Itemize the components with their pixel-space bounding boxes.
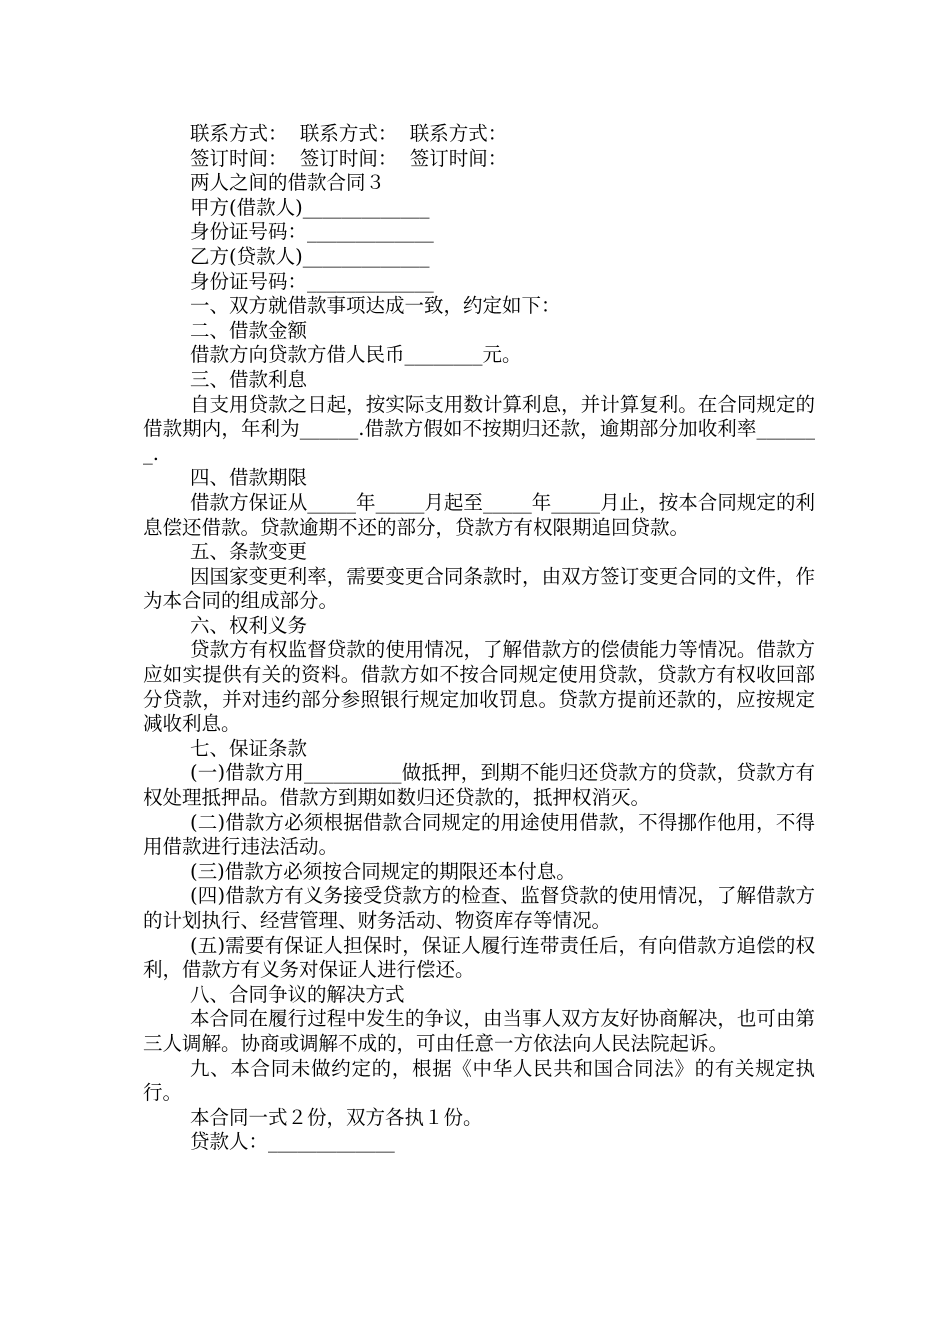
intro-clause: 一、双方就借款事项达成一致，约定如下： [190,294,561,318]
section-7-item-5: (五)需要有保证人担保时，保证人履行连带责任后，有向借款方追偿的权利，借款方有义务对保证人进行偿还。 [143,933,815,982]
contact-line: 联系方式： 联系方式： 联系方式： [190,122,508,145]
section-6-body: 贷款方有权监督贷款的使用情况，了解借款方的偿债能力等情况。借款方应如实提供有关的资料。借款方如不按合同规定使用贷款，贷款方有权收回部分贷款，并对违约部分参照银行规定加收罚息。贷款方提前还款的，应按规定减收利息。 [143,638,815,736]
section-7-heading: 七、保证条款 [190,736,308,760]
section-4-heading: 四、借款期限 [190,466,308,490]
section-2-body: 借款方向贷款方借人民币________元。 [190,343,522,367]
section-8-body: 本合同在履行过程中发生的争议，由当事人双方友好协商解决，也可由第三人调解。协商或调解不成的，可由任意一方依法向人民法院起诉。 [143,1007,815,1055]
lender-signature-field: 贷款人：_____________ [190,1130,395,1154]
section-6-heading: 六、权利义务 [190,613,308,637]
section-8-heading: 八、合同争议的解决方式 [190,982,405,1006]
section-7-item-4: (四)借款方有义务接受贷款方的检查、监督贷款的使用情况，了解借款方的计划执行、经营管理、财务活动、物资库存等情况。 [143,884,815,932]
section-4-body: 借款方保证从_____年_____月起至_____年_____月止，按本合同规定的利息偿还借款。贷款逾期不还的部分，贷款方有权限期追回贷款。 [143,490,815,539]
party-b-field: 乙方(贷款人)_____________ [190,244,430,268]
section-7-item-1: (一)借款方用__________做抵押，到期不能归还贷款方的贷款，贷款方有权处理抵押品。借款方到期如数归还贷款的，抵押权消灭。 [143,761,815,810]
party-a-field: 甲方(借款人)_____________ [190,195,430,219]
section-3-body: 自支用贷款之日起，按实际支用数计算利息，并计算复利。在合同规定的借款期内，年利为______.借款方假如不按期归还款，逾期部分加收利率_______. [143,392,815,465]
party-b-id-field: 身份证号码：_____________ [190,269,434,293]
section-7-item-2: (二)借款方必须根据借款合同规定的用途使用借款，不得挪作他用，不得用借款进行违法活动。 [143,810,815,859]
section-7-item-3: (三)借款方必须按合同规定的期限还本付息。 [190,859,576,883]
section-2-heading: 二、借款金额 [190,318,308,342]
contract-title: 两人之间的借款合同３ [190,171,386,195]
copies-clause: 本合同一式２份，双方各执１份。 [190,1105,483,1129]
section-9-body: 九、本合同未做约定的，根据《中华人民共和国合同法》的有关规定执行。 [143,1056,815,1105]
document-body [143,122,815,1155]
party-a-id-field: 身份证号码：_____________ [190,220,434,244]
section-5-heading: 五、条款变更 [190,540,308,564]
sign-time-line: 签订时间： 签订时间： 签订时间： [190,146,508,170]
section-5-body: 因国家变更利率，需要变更合同条款时，由双方签订变更合同的文件，作为本合同的组成部分。 [143,564,815,613]
section-3-heading: 三、借款利息 [190,367,308,391]
